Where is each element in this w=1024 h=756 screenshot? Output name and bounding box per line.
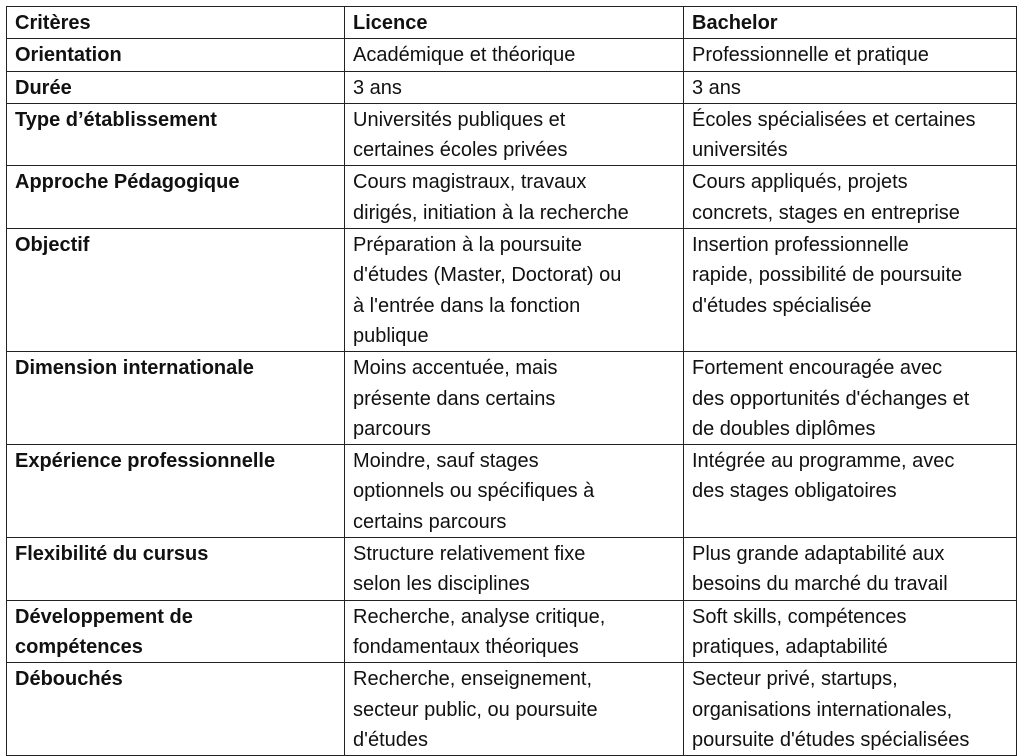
criterion-cell: Approche Pédagogique [7, 166, 345, 229]
bachelor-cell: Soft skills, compétences pratiques, adaptabilité [684, 600, 1017, 663]
licence-cell: Académique et théorique [345, 39, 684, 71]
column-header-bachelor: Bachelor [684, 7, 1017, 39]
table-row [7, 39, 1017, 71]
licence-cell: Structure relativement fixe selon les disciplines [345, 538, 684, 601]
licence-cell: Moins accentuée, mais présente dans certains parcours [345, 352, 684, 445]
licence-cell: Cours magistraux, travaux dirigés, initiation à la recherche [345, 166, 684, 229]
bachelor-cell: Insertion professionnelle rapide, possibilité de poursuite d'études spécialisée [684, 229, 1017, 352]
criterion-cell: Objectif [7, 229, 345, 352]
comparison-table [6, 6, 1017, 756]
criterion-cell: Flexibilité du cursus [7, 538, 345, 601]
table-row [7, 166, 1017, 229]
licence-cell: Universités publiques et certaines écoles privées [345, 103, 684, 166]
criterion-cell: Durée [7, 71, 345, 103]
bachelor-cell: Plus grande adaptabilité aux besoins du marché du travail [684, 538, 1017, 601]
table-row [7, 71, 1017, 103]
licence-cell: Recherche, analyse critique, fondamentaux théoriques [345, 600, 684, 663]
criterion-cell: Développement de compétences [7, 600, 345, 663]
bachelor-cell: 3 ans [684, 71, 1017, 103]
table-header-row [7, 7, 1017, 39]
table-row [7, 229, 1017, 352]
bachelor-cell: Secteur privé, startups, organisations internationales, poursuite d'études spécialisées [684, 663, 1017, 756]
licence-cell: Moindre, sauf stages optionnels ou spécifiques à certains parcours [345, 445, 684, 538]
table-row [7, 600, 1017, 663]
column-header-criteres: Critères [7, 7, 345, 39]
licence-cell: Préparation à la poursuite d'études (Master, Doctorat) ou à l'entrée dans la fonction publique [345, 229, 684, 352]
licence-cell: 3 ans [345, 71, 684, 103]
criterion-cell: Type d’établissement [7, 103, 345, 166]
licence-cell: Recherche, enseignement, secteur public, ou poursuite d'études [345, 663, 684, 756]
criterion-cell: Dimension internationale [7, 352, 345, 445]
bachelor-cell: Cours appliqués, projets concrets, stages en entreprise [684, 166, 1017, 229]
table-row [7, 352, 1017, 445]
bachelor-cell: Écoles spécialisées et certaines universités [684, 103, 1017, 166]
criterion-cell: Expérience professionnelle [7, 445, 345, 538]
table-row [7, 538, 1017, 601]
table-row [7, 663, 1017, 756]
bachelor-cell: Intégrée au programme, avec des stages obligatoires [684, 445, 1017, 538]
table-row [7, 103, 1017, 166]
bachelor-cell: Professionnelle et pratique [684, 39, 1017, 71]
criterion-cell: Orientation [7, 39, 345, 71]
criterion-cell: Débouchés [7, 663, 345, 756]
column-header-licence: Licence [345, 7, 684, 39]
bachelor-cell: Fortement encouragée avec des opportunités d'échanges et de doubles diplômes [684, 352, 1017, 445]
table-row [7, 445, 1017, 538]
